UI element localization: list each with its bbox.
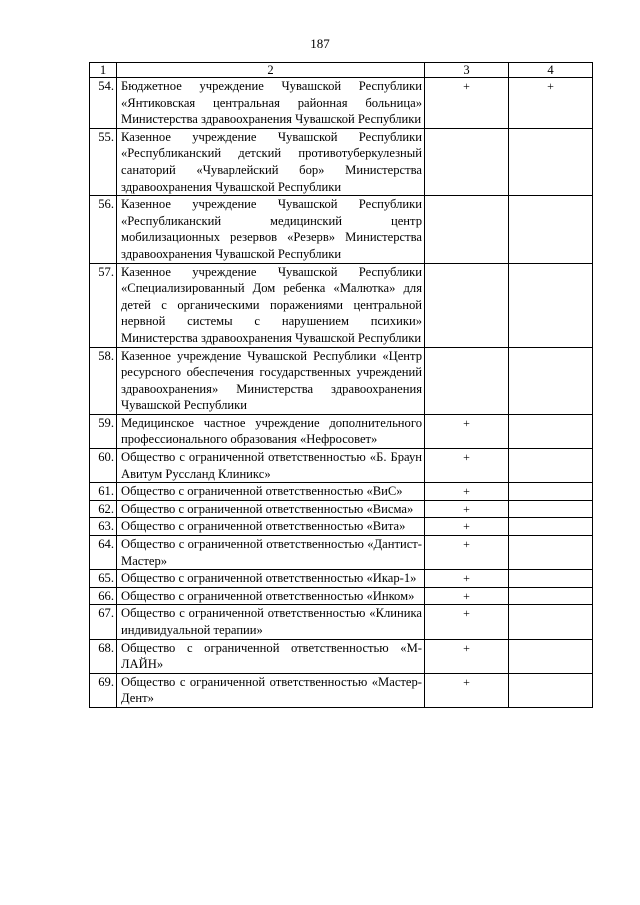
organization-name-cell: Общество с ограниченной ответственностью «Клиника индивидуальной терапии»	[117, 605, 425, 639]
row-number-cell: 62.	[90, 500, 117, 518]
organization-name-cell: Общество с ограниченной ответственностью «М-ЛАЙН»	[117, 639, 425, 673]
row-number-cell: 59.	[90, 414, 117, 448]
col3-mark-cell: +	[425, 587, 509, 605]
header-col-1: 1	[90, 63, 117, 78]
table-row	[90, 196, 593, 263]
table-row	[90, 449, 593, 483]
table-row	[90, 570, 593, 588]
organization-name-cell: Общество с ограниченной ответственностью «Дантист-Мастер»	[117, 536, 425, 570]
row-number-cell: 54.	[90, 78, 117, 129]
row-number-cell: 58.	[90, 347, 117, 414]
col4-mark-cell	[509, 605, 593, 639]
table-row	[90, 500, 593, 518]
col4-mark-cell	[509, 263, 593, 347]
row-number-cell: 60.	[90, 449, 117, 483]
table-row	[90, 518, 593, 536]
row-number-cell: 63.	[90, 518, 117, 536]
col4-mark-cell	[509, 347, 593, 414]
col3-mark-cell: +	[425, 673, 509, 707]
table-row	[90, 536, 593, 570]
row-number-cell: 68.	[90, 639, 117, 673]
col3-mark-cell: +	[425, 414, 509, 448]
col3-mark-cell: +	[425, 449, 509, 483]
col4-mark-cell: +	[509, 78, 593, 129]
table-row	[90, 78, 593, 129]
col3-mark-cell	[425, 128, 509, 195]
col4-mark-cell	[509, 500, 593, 518]
row-number-cell: 67.	[90, 605, 117, 639]
header-col-4: 4	[509, 63, 593, 78]
organization-name-cell: Общество с ограниченной ответственностью «Икар-1»	[117, 570, 425, 588]
col3-mark-cell: +	[425, 78, 509, 129]
col4-mark-cell	[509, 128, 593, 195]
organization-name-cell: Казенное учреждение Чувашской Республики «Специализированный Дом ребенка «Малютка» для детей с органическими поражениями центральной нервной системы с нарушением психики» Министерства здравоохранения Чувашской Республики	[117, 263, 425, 347]
row-number-cell: 61.	[90, 483, 117, 501]
organization-name-cell: Общество с ограниченной ответственностью «Вита»	[117, 518, 425, 536]
organization-name-cell: Казенное учреждение Чувашской Республики «Республиканский детский противотуберкулезный санаторий «Чуварлейский бор» Министерства здравоохранения Чувашской Республики	[117, 128, 425, 195]
row-number-cell: 66.	[90, 587, 117, 605]
organization-name-cell: Медицинское частное учреждение дополнительного профессионального образования «Нефросовет»	[117, 414, 425, 448]
col3-mark-cell: +	[425, 518, 509, 536]
col4-mark-cell	[509, 196, 593, 263]
row-number-cell: 64.	[90, 536, 117, 570]
row-number-cell: 69.	[90, 673, 117, 707]
col3-mark-cell: +	[425, 536, 509, 570]
organization-name-cell: Бюджетное учреждение Чувашской Республики «Янтиковская центральная районная больница» Министерства здравоохранения Чувашской Республики	[117, 78, 425, 129]
col4-mark-cell	[509, 518, 593, 536]
table-row	[90, 605, 593, 639]
col3-mark-cell	[425, 196, 509, 263]
col3-mark-cell: +	[425, 483, 509, 501]
organization-name-cell: Общество с ограниченной ответственностью «Мастер-Дент»	[117, 673, 425, 707]
col4-mark-cell	[509, 449, 593, 483]
table-row	[90, 347, 593, 414]
row-number-cell: 65.	[90, 570, 117, 588]
col3-mark-cell: +	[425, 639, 509, 673]
col3-mark-cell: +	[425, 500, 509, 518]
organization-name-cell: Казенное учреждение Чувашской Республики «Центр ресурсного обеспечения государственных учреждений здравоохранения» Министерства здравоохранения Чувашской Республики	[117, 347, 425, 414]
row-number-cell: 56.	[90, 196, 117, 263]
col4-mark-cell	[509, 639, 593, 673]
row-number-cell: 55.	[90, 128, 117, 195]
organization-name-cell: Общество с ограниченной ответственностью «Висма»	[117, 500, 425, 518]
table-row	[90, 483, 593, 501]
table-row	[90, 639, 593, 673]
header-col-3: 3	[425, 63, 509, 78]
organization-name-cell: Общество с ограниченной ответственностью «Инком»	[117, 587, 425, 605]
table-header-row	[90, 63, 593, 78]
table-row	[90, 414, 593, 448]
organization-name-cell: Общество с ограниченной ответственностью «Б. Браун Авитум Руссланд Клиникс»	[117, 449, 425, 483]
col4-mark-cell	[509, 414, 593, 448]
table-row	[90, 673, 593, 707]
page-number: 187	[310, 36, 330, 51]
row-number-cell: 57.	[90, 263, 117, 347]
table-row	[90, 263, 593, 347]
table-row	[90, 128, 593, 195]
organization-name-cell: Общество с ограниченной ответственностью «ВиС»	[117, 483, 425, 501]
col3-mark-cell: +	[425, 605, 509, 639]
col4-mark-cell	[509, 483, 593, 501]
col4-mark-cell	[509, 587, 593, 605]
organization-name-cell: Казенное учреждение Чувашской Республики «Республиканский медицинский центр мобилизационных резервов «Резерв» Министерства здравоохранения Чувашской Республики	[117, 196, 425, 263]
col3-mark-cell	[425, 263, 509, 347]
col4-mark-cell	[509, 570, 593, 588]
col4-mark-cell	[509, 673, 593, 707]
header-col-2: 2	[117, 63, 425, 78]
col4-mark-cell	[509, 536, 593, 570]
col3-mark-cell	[425, 347, 509, 414]
table-row	[90, 587, 593, 605]
col3-mark-cell: +	[425, 570, 509, 588]
table-body	[90, 63, 593, 708]
organizations-table	[89, 62, 593, 708]
